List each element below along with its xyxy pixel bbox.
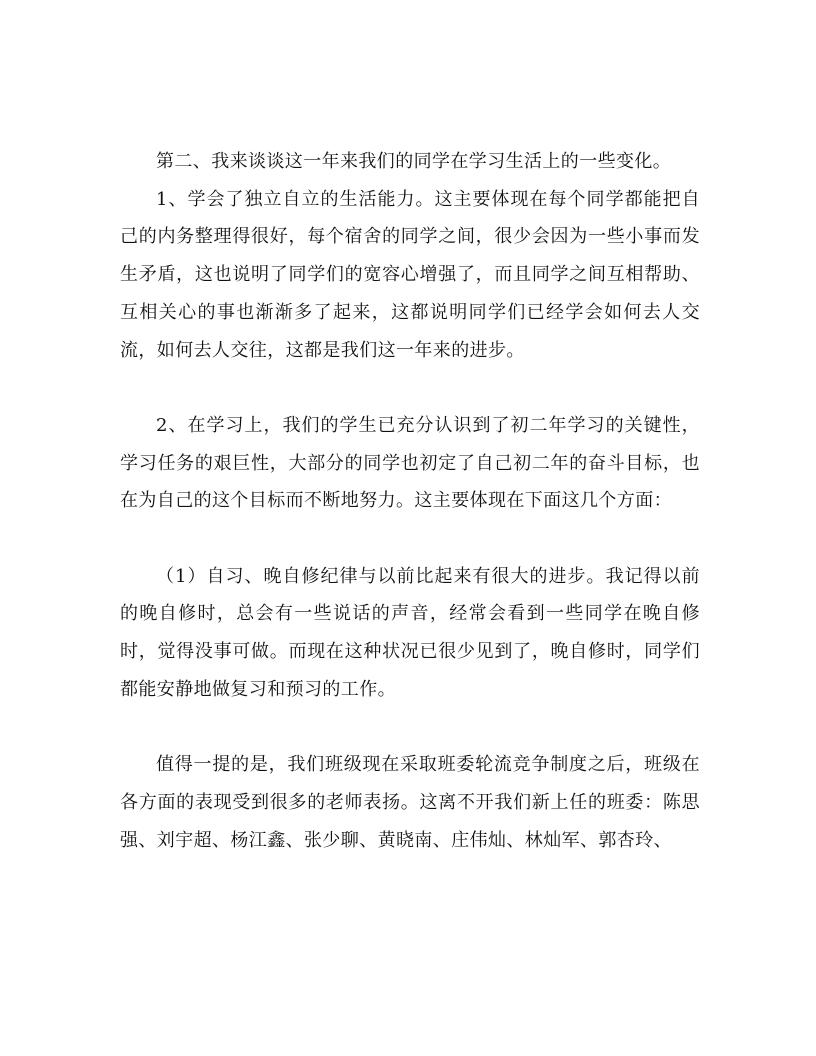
paragraph-2: 2、在学习上，我们的学生已充分认识到了初二年学习的关键性，学习任务的艰巨性，大部分的同学也初定了自己初二年的奋斗目标，也在为自己的这个目标而不断地努力。这主要体现在下面这几个方面： bbox=[120, 414, 700, 512]
document-body bbox=[120, 143, 700, 859]
paragraph-heading: 第二、我来谈谈这一年来我们的同学在学习生活上的一些变化。 bbox=[156, 151, 672, 172]
paragraph-1: 1、学会了独立自立的生活能力。这主要体现在每个同学都能把自己的内务整理得很好，每个宿舍的同学之间，很少会因为一些小事而发生矛盾，这也说明了同学们的宽容心增强了，而且同学之间互相帮助、互相关心的事也渐渐多了起来，这都说明同学们已经学会如何去人交流，如何去人交往，这都是我们这一年来的进步。 bbox=[120, 188, 700, 361]
paragraph-2-1: （1）自习、晚自修纪律与以前比起来有很大的进步。我记得以前的晚自修时，总会有一些说话的声音，经常会看到一些同学在晚自修时，觉得没事可做。而现在这种状况已很少见到了，晚自修时，同学们都能安静地做复习和预习的工作。 bbox=[120, 565, 700, 700]
paragraph-praise: 值得一提的是，我们班级现在采取班委轮流竞争制度之后，班级在各方面的表现受到很多的老师表扬。这离不开我们新上任的班委：陈思强、刘宇超、杨江鑫、张少聊、黄晓南、庄伟灿、林灿军、郭杏玲、 bbox=[120, 754, 700, 851]
